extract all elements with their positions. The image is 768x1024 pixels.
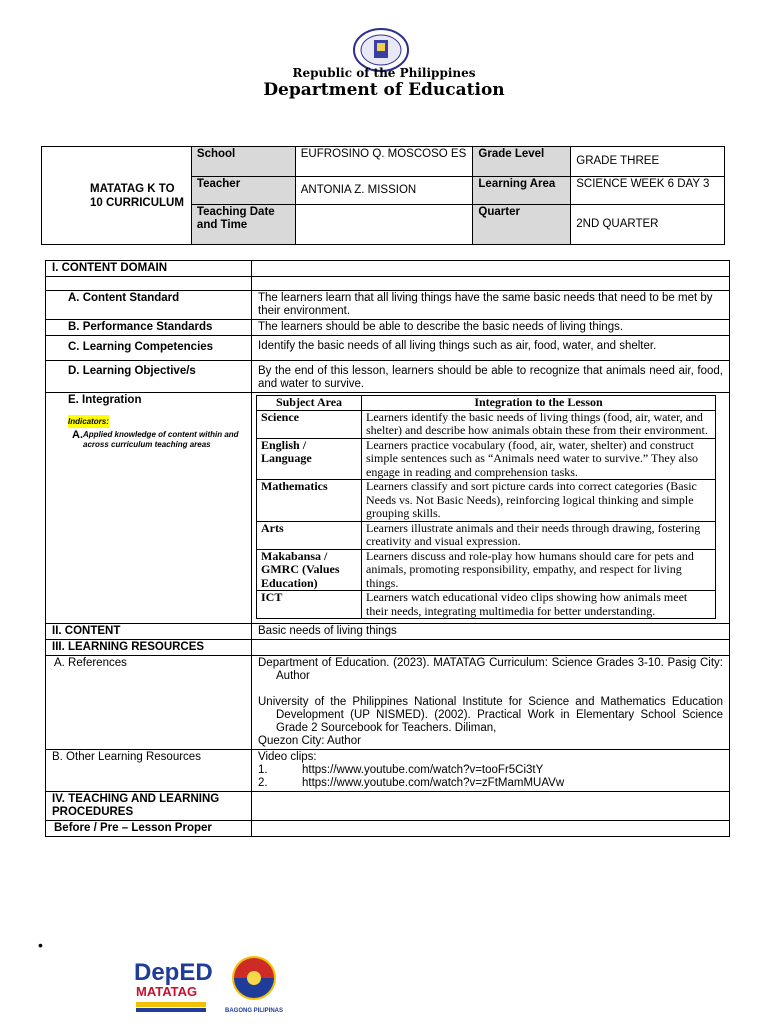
reference-2: University of the Philippines National Institute for Science and Mathematics Education Development (UP NISMED). (2002). Practical Work in Elementary School Science Grade 2 Sourcebook for Teachers. Diliman, — [258, 696, 723, 734]
empty-cell — [46, 277, 252, 291]
learning-competencies-text: Identify the basic needs of all living things such as air, food, water, and shelter. — [252, 336, 730, 361]
deped-matatag-logo-icon — [130, 952, 290, 1018]
content-heading: II. CONTENT — [46, 624, 252, 640]
table-row — [257, 410, 716, 438]
indicators-label: Indicators: — [68, 417, 109, 426]
school-label: School — [191, 147, 295, 177]
bagong-pilipinas-text: BAGONG PILIPINAS — [224, 1008, 284, 1014]
table-row — [257, 438, 716, 480]
integration-cell-text: Learners watch educational video clips showing how animals meet their needs, integrating multimedia for better understanding. — [362, 591, 716, 619]
youtube-link-2[interactable]: https://www.youtube.com/watch?v=zFtMamMUAVw — [302, 777, 565, 789]
integration-cell — [46, 393, 252, 624]
performance-standards-text: The learners should be able to describe the basic needs of living things. — [252, 320, 730, 336]
integration-cell-text: Learners identify the basic needs of living things (food, air, water, and shelter) and describe how animals obtain these from their environment. — [362, 410, 716, 438]
subject-cell: ICT — [257, 591, 362, 619]
references-cell — [252, 656, 730, 750]
link-number: 1. — [258, 764, 268, 776]
department-heading: Department of Education — [263, 80, 505, 100]
matatag-logo-text: MATATAG — [136, 984, 198, 999]
integration-cell-text: Learners discuss and role-play how humans should care for pets and animals, promoting responsibility, empathy, and respect for living things. — [362, 549, 716, 591]
quarter-label: Quarter — [473, 205, 571, 245]
subject-cell: Mathematics — [257, 480, 362, 522]
republic-heading: Republic of the Philippines — [292, 66, 476, 80]
before-lesson-proper-label: Before / Pre – Lesson Proper — [46, 821, 252, 837]
table-row — [257, 549, 716, 591]
learning-area-value: SCIENCE WEEK 6 DAY 3 — [571, 177, 725, 205]
list-item — [258, 777, 723, 790]
references-label: A. References — [46, 656, 252, 750]
reference-1: Department of Education. (2023). MATATAG Curriculum: Science Grades 3-10. Pasig City: Author — [258, 657, 723, 682]
table-row — [257, 591, 716, 619]
performance-standards-label: B. Performance Standards — [46, 320, 252, 336]
other-resources-label: B. Other Learning Resources — [46, 750, 252, 792]
integration-header: Integration to the Lesson — [362, 396, 716, 411]
integration-table — [256, 395, 716, 619]
indicator-a-letter: A. — [72, 429, 83, 441]
learning-resources-heading: III. LEARNING RESOURCES — [46, 640, 252, 656]
teacher-value: ANTONIA Z. MISSION — [295, 177, 473, 205]
learning-objective-text: By the end of this lesson, learners should be able to recognize that animals need air, food, and water to survive. — [252, 361, 730, 393]
video-clips-label: Video clips: — [258, 751, 317, 763]
quarter-value: 2ND QUARTER — [571, 205, 725, 245]
grade-level-label: Grade Level — [473, 147, 571, 177]
learning-objective-label: D. Learning Objective/s — [46, 361, 252, 393]
curriculum-label: MATATAG K TO 10 CURRICULUM — [42, 147, 192, 245]
content-standard-label: A. Content Standard — [46, 291, 252, 320]
integration-label: E. Integration — [68, 394, 142, 406]
grade-level-value: GRADE THREE — [571, 147, 725, 177]
youtube-link-1[interactable]: https://www.youtube.com/watch?v=tooFr5Ci3tY — [302, 764, 544, 776]
list-item — [258, 764, 723, 777]
table-row — [257, 521, 716, 549]
deped-logo-text: DepED — [134, 959, 213, 986]
other-resources-cell — [252, 750, 730, 792]
link-number: 2. — [258, 777, 268, 789]
learning-competencies-label-text: C. Learning Competencies — [68, 341, 214, 353]
subject-cell: Makabansa / GMRC (Values Education) — [257, 549, 362, 591]
integration-cell-text: Learners practice vocabulary (food, air, water, shelter) and construct simple sentences such as “Animals need water to survive.” They also engage in reading and comprehension tasks. — [362, 438, 716, 480]
teaching-date-label: Teaching Date and Time — [191, 205, 295, 245]
school-info-table — [41, 146, 725, 245]
learning-competencies-label — [46, 336, 252, 361]
subject-cell: Arts — [257, 521, 362, 549]
subject-cell: Science — [257, 410, 362, 438]
reference-2-city: Quezon City: Author — [258, 735, 361, 747]
content-text: Basic needs of living things — [252, 624, 730, 640]
subject-area-header: Subject Area — [257, 396, 362, 411]
integration-table-cell — [252, 393, 730, 624]
indicator-a — [68, 430, 245, 450]
indicator-a-text: Applied knowledge of content within and across curriculum teaching areas — [83, 430, 239, 449]
teaching-date-value — [295, 205, 473, 245]
empty-cell — [252, 640, 730, 656]
lesson-plan-table — [45, 260, 730, 837]
integration-cell-text: Learners illustrate animals and their needs through drawing, fostering creativity and visual expression. — [362, 521, 716, 549]
content-standard-text: The learners learn that all living things have the same basic needs that need to be met by their environment. — [252, 291, 730, 320]
subject-cell: English / Language — [257, 438, 362, 480]
empty-cell — [252, 792, 730, 821]
content-domain-heading: I. CONTENT DOMAIN — [46, 261, 252, 277]
teacher-label: Teacher — [191, 177, 295, 205]
integration-cell-text: Learners classify and sort picture cards into correct categories (Basic Needs vs. Not Basic Needs), reinforcing logical thinking and simple grouping skills. — [362, 480, 716, 522]
learning-area-label: Learning Area — [473, 177, 571, 205]
bullet-mark: • — [38, 937, 43, 953]
empty-cell — [252, 277, 730, 291]
empty-cell — [252, 821, 730, 837]
school-value: EUFROSINO Q. MOSCOSO ES — [295, 147, 473, 177]
table-row — [257, 480, 716, 522]
teaching-procedures-heading: IV. TEACHING AND LEARNING PROCEDURES — [46, 792, 252, 821]
empty-cell — [252, 261, 730, 277]
